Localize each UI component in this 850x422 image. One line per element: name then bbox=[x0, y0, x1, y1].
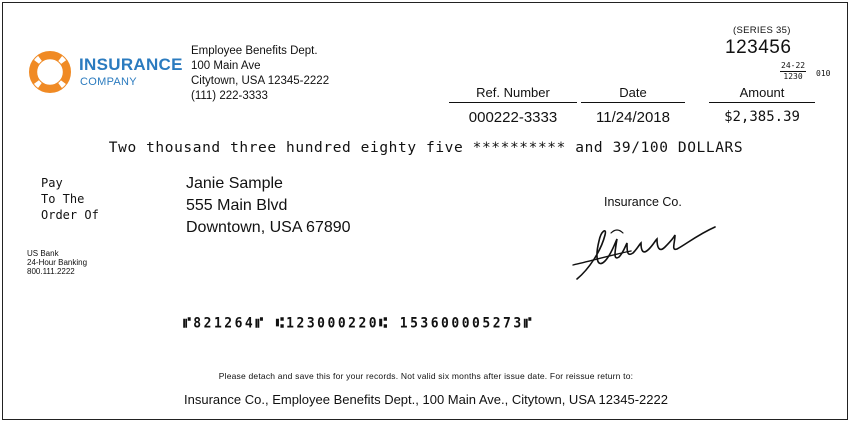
logo-wordmark: INSURANCE bbox=[79, 55, 183, 74]
logo-subtitle: COMPANY bbox=[80, 76, 137, 88]
issuer-city: Citytown, USA 12345-2222 bbox=[191, 75, 330, 87]
pay-label-line-2: To The bbox=[41, 192, 85, 206]
routing-fraction-suffix: 010 bbox=[816, 69, 831, 78]
routing-fraction bbox=[780, 61, 806, 82]
amount-rule bbox=[709, 102, 815, 103]
check-number: 123456 bbox=[725, 37, 792, 58]
amount-label: Amount bbox=[739, 85, 785, 100]
payee-street: 555 Main Blvd bbox=[186, 197, 288, 214]
issuer-dept: Employee Benefits Dept. bbox=[191, 45, 318, 57]
bank-phone: 800.111.2222 bbox=[27, 267, 75, 276]
issuer-phone: (111) 222-3333 bbox=[191, 90, 268, 102]
payee-city: Downtown, USA 67890 bbox=[186, 219, 351, 236]
amount-in-words: Two thousand three hundred eighty five ********** and 39/100 DOLLARS bbox=[108, 140, 744, 156]
signature bbox=[571, 221, 721, 283]
micr-line: ⑈821264⑈ ⑆123000220⑆ 153600005273⑈ bbox=[183, 315, 534, 332]
ref-number-value: 000222-3333 bbox=[468, 109, 558, 126]
pay-label-line-1: Pay bbox=[41, 176, 63, 190]
disclaimer: Please detach and save this for your records. Not valid six months after issue date. For reissue return to: bbox=[218, 371, 634, 381]
amount-value: $2,385.39 bbox=[724, 109, 800, 125]
life-ring-icon bbox=[29, 51, 71, 93]
bank-service: 24-Hour Banking bbox=[27, 258, 88, 267]
routing-fraction-top: 24-22 bbox=[781, 61, 806, 70]
pay-to-label bbox=[41, 175, 99, 223]
payer-label: Insurance Co. bbox=[604, 195, 682, 209]
date-value: 11/24/2018 bbox=[596, 109, 670, 126]
payee-address bbox=[186, 173, 351, 239]
date-label: Date bbox=[619, 85, 647, 100]
routing-fraction-bottom: 1230 bbox=[783, 72, 803, 81]
issuer-address bbox=[191, 44, 329, 104]
ref-number-rule bbox=[449, 102, 577, 103]
return-address: Insurance Co., Employee Benefits Dept., 100 Main Ave., Citytown, USA 12345-2222 bbox=[184, 392, 668, 407]
issuer-street: 100 Main Ave bbox=[191, 60, 261, 72]
bank-info bbox=[27, 249, 87, 276]
payee-name: Janie Sample bbox=[186, 175, 283, 192]
date-rule bbox=[581, 102, 685, 103]
ref-number-label: Ref. Number bbox=[476, 85, 550, 100]
pay-label-line-3: Order Of bbox=[41, 208, 99, 222]
check bbox=[2, 2, 848, 420]
bank-name: US Bank bbox=[27, 249, 59, 258]
series-label: (SERIES 35) bbox=[733, 25, 791, 36]
